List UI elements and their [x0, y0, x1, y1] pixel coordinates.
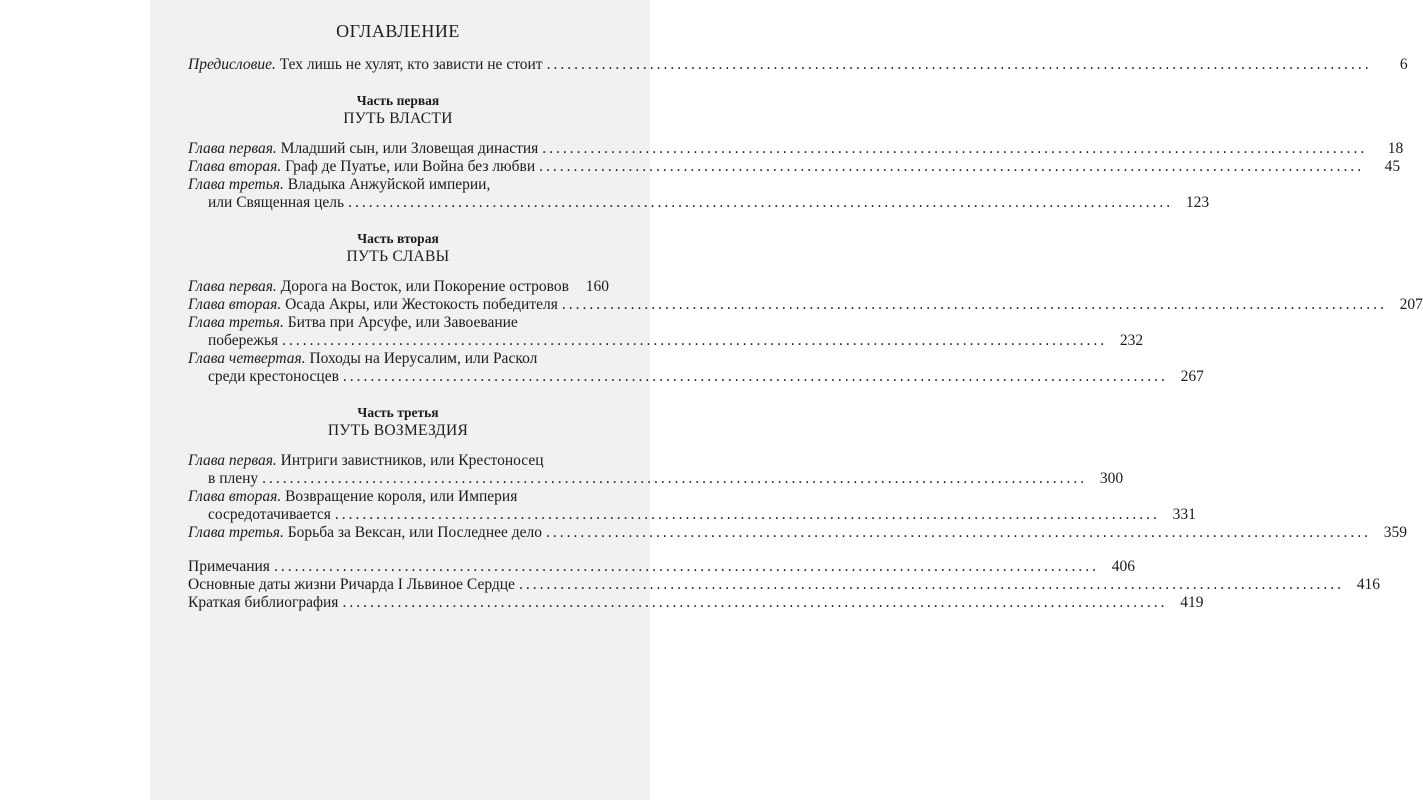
leader-dots: ........................................................................................................................ [342, 368, 1168, 385]
page-number: 331 [1172, 506, 1196, 523]
chapter-title-cont: или Священная цель [208, 194, 345, 211]
chapter-title: Интриги завистников, или Крестоносец [276, 452, 544, 469]
chapter-entry [188, 278, 608, 296]
chapter-entry [188, 140, 1404, 158]
parts-container [188, 92, 1423, 542]
backmatter-list [188, 558, 1380, 612]
leader-dots: ........................................................................................................................ [342, 594, 1168, 611]
chapter-label: Глава первая. [188, 140, 277, 157]
leader-dots: ........................................................................................................................ [334, 506, 1160, 523]
leader-dots: ........................................................................................................................ [546, 524, 1371, 541]
chapter-label: Глава вторая. [188, 488, 282, 505]
preface-title: Тех лишь не хулят, кто зависти не стоит [275, 56, 543, 73]
chapter-entry [188, 452, 1124, 488]
chapter-label: Глава вторая. [188, 158, 282, 175]
chapter-label: Глава вторая. [188, 296, 282, 313]
part-section [188, 404, 608, 440]
backmatter-title: Основные даты жизни Ричарда I Львиное Сердце [188, 576, 515, 593]
chapter-label: Глава третья. [188, 176, 284, 193]
page-number: 359 [1383, 524, 1407, 541]
chapter-entry [188, 158, 1401, 176]
preface-label: Предисловие. [188, 56, 276, 73]
chapter-title-cont: в плену [208, 470, 259, 487]
backmatter-entry [188, 558, 1135, 576]
leader-dots: ........................................................................................................................ [262, 470, 1088, 487]
chapter-title-cont: сосредотачивается [208, 506, 331, 523]
chapter-title: Битва при Арсуфе, или Завоевание [283, 314, 518, 331]
page-number: 406 [1111, 558, 1135, 575]
page-number: 6 [1399, 56, 1408, 73]
chapter-title: Владыка Анжуйской империи, [283, 176, 491, 193]
book-page [150, 0, 1423, 800]
page-number: 18 [1387, 140, 1404, 157]
part-subtitle: Часть первая [356, 93, 440, 108]
chapter-entry [188, 314, 1144, 350]
page-number: 419 [1180, 594, 1204, 611]
page-number: 267 [1180, 368, 1204, 385]
chapter-entry [188, 176, 1210, 212]
leader-dots: ........................................................................................................................ [348, 194, 1174, 211]
chapter-title: Походы на Иерусалим, или Раскол [305, 350, 538, 367]
chapter-title: Дорога на Восток, или Покорение островов [276, 278, 569, 295]
page-number: 160 [585, 278, 609, 295]
part-title: ПУТЬ СЛАВЫ [346, 248, 450, 265]
part-title: ПУТЬ ВЛАСТИ [343, 110, 453, 127]
leader-dots: ........................................................................................................................ [539, 158, 1365, 175]
part-section [188, 230, 608, 266]
backmatter-title: Примечания [188, 558, 270, 575]
chapter-entry [188, 488, 1196, 524]
chapter-title: Возвращение короля, или Империя [281, 488, 518, 505]
page-number: 232 [1119, 332, 1144, 349]
page-number: 45 [1384, 158, 1401, 175]
backmatter-entry [188, 576, 1380, 594]
page-number: 123 [1185, 194, 1210, 211]
page-number: 300 [1099, 470, 1124, 487]
chapter-entry [188, 524, 1407, 542]
chapter-title: Борьба за Вексан, или Последнее дело [283, 524, 542, 541]
leader-dots: ........................................................................................................................ [273, 558, 1099, 575]
part-subtitle: Часть третья [357, 405, 439, 420]
backmatter-entry [188, 594, 1204, 612]
chapter-title: Осада Акры, или Жестокость победителя [281, 296, 558, 313]
leader-dots: ........................................................................................................................ [542, 140, 1368, 157]
chapter-label: Глава третья. [188, 524, 284, 541]
backmatter-title: Краткая библиография [188, 594, 339, 611]
chapter-label: Глава третья. [188, 314, 284, 331]
leader-dots: ........................................................................................................................ [282, 332, 1108, 349]
chapter-title: Граф де Пуатье, или Война без любви [281, 158, 536, 175]
page-number: 207 [1399, 296, 1423, 313]
leader-dots: ........................................................................................................................ [561, 296, 1387, 313]
chapter-entry [188, 350, 1204, 386]
leader-dots: ........................................................................................................................ [518, 576, 1344, 593]
chapter-title-cont: побережья [208, 332, 279, 349]
chapter-label: Глава первая. [188, 278, 277, 295]
leader-dots: ........................................................................................................................ [546, 56, 1372, 73]
toc-heading: ОГЛАВЛЕНИЕ [336, 21, 460, 41]
part-subtitle: Часть вторая [357, 231, 439, 246]
page-number: 416 [1356, 576, 1380, 593]
chapter-label: Глава четвертая. [188, 350, 306, 367]
preface-entry [188, 56, 1408, 74]
chapter-entry [188, 296, 1423, 314]
chapter-title-cont: среди крестоносцев [208, 368, 339, 385]
chapter-title: Младший сын, или Зловещая династия [276, 140, 539, 157]
part-title: ПУТЬ ВОЗМЕЗДИЯ [327, 422, 469, 439]
chapter-label: Глава первая. [188, 452, 277, 469]
table-of-contents [188, 21, 1423, 612]
part-section [188, 92, 608, 128]
